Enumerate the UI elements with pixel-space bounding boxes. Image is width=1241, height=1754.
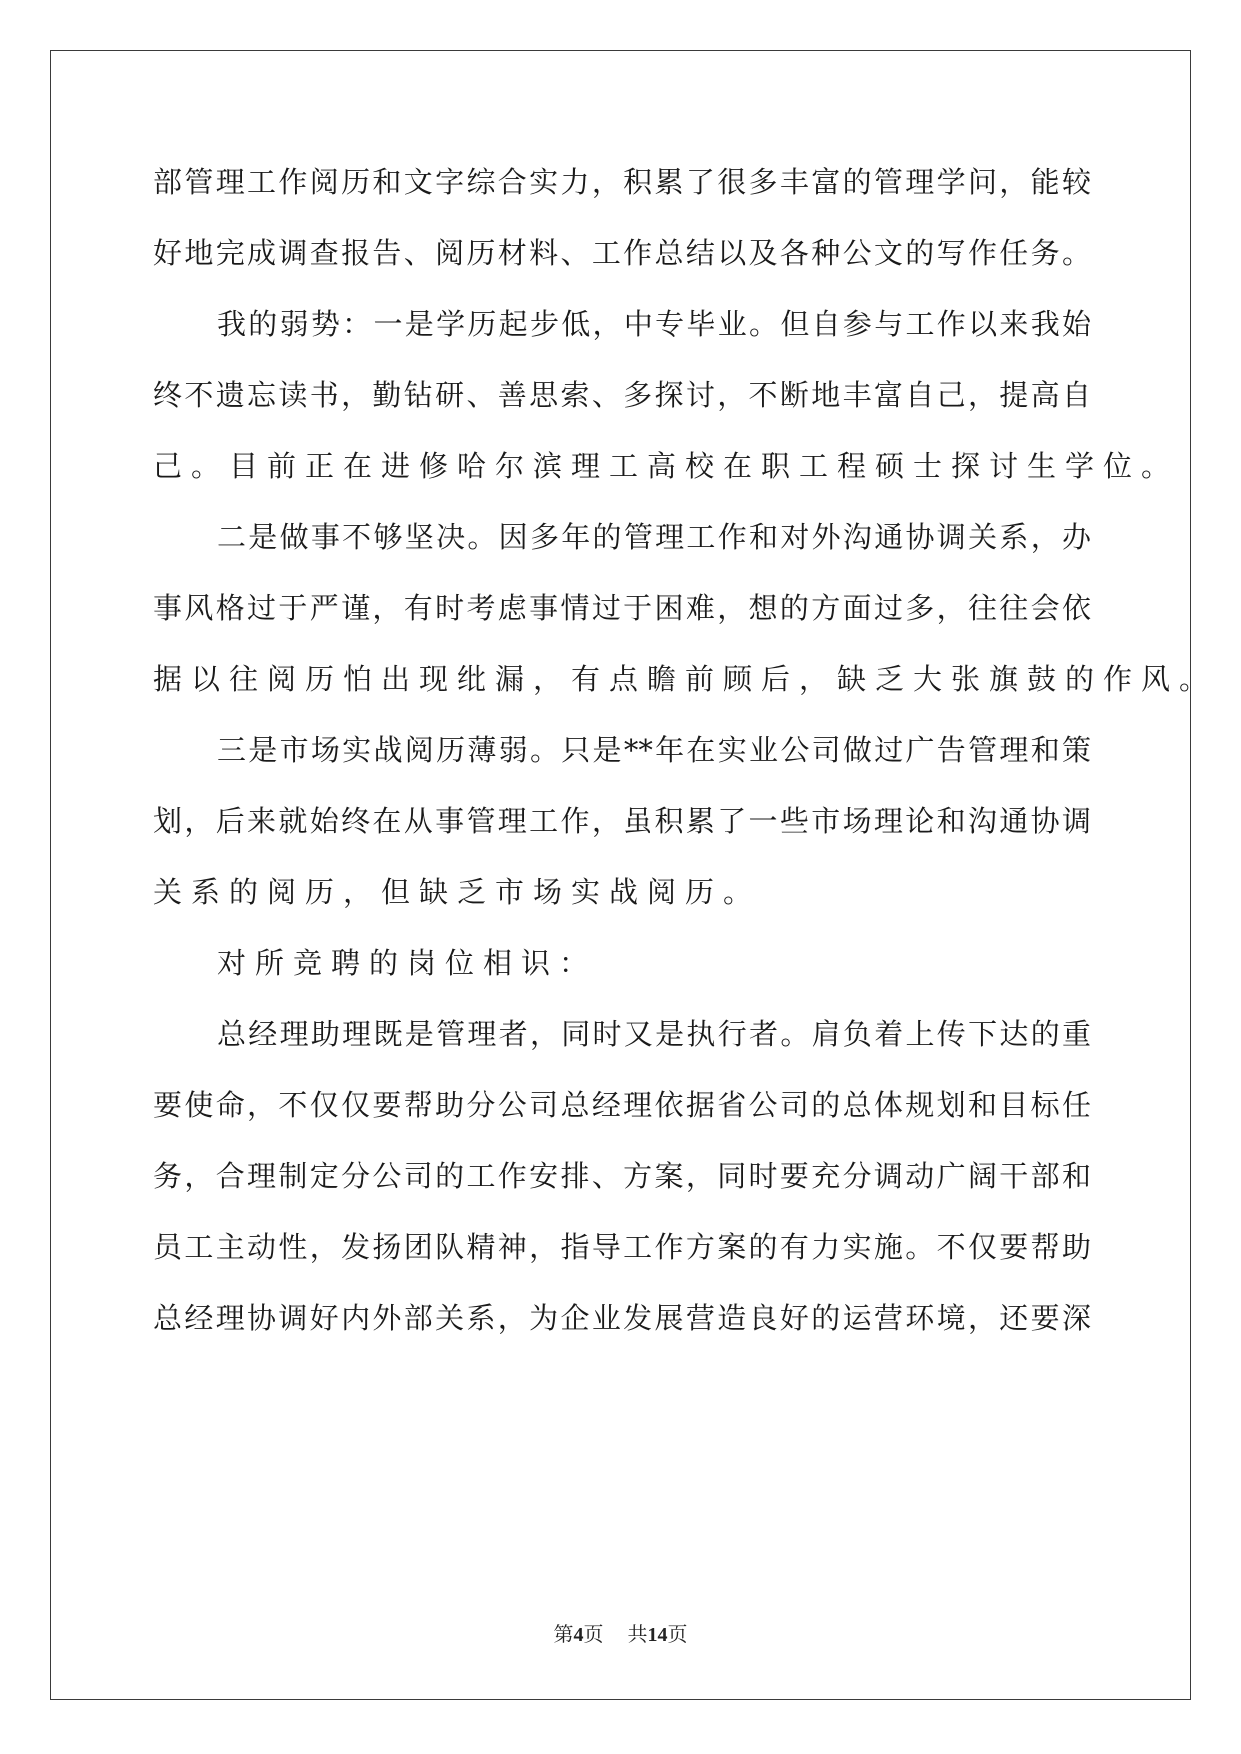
text-line: 二是做事不够坚决。因多年的管理工作和对外沟通协调关系，办 xyxy=(217,520,1091,554)
section-heading: 对所竞聘的岗位相识： xyxy=(217,946,598,980)
text-line: 我的弱势：一是学历起步低，中专毕业。但自参与工作以来我始 xyxy=(217,307,1091,341)
text-line: 员工主动性，发扬团队精神，指导工作方案的有力实施。不仅要帮助 xyxy=(153,1230,1091,1264)
total-suffix: 页 xyxy=(667,1622,688,1646)
text-line: 总经理协调好内外部关系，为企业发展营造良好的运营环境，还要深 xyxy=(153,1301,1091,1335)
page-number: 4 xyxy=(573,1624,584,1646)
text-line: 务，合理制定分公司的工作安排、方案，同时要充分调动广阔干部和 xyxy=(153,1159,1091,1193)
text-line: 三是市场实战阅历薄弱。只是**年在实业公司做过广告管理和策 xyxy=(217,733,1091,767)
text-line: 好地完成调查报告、阅历材料、工作总结以及各种公文的写作任务。 xyxy=(153,236,1091,270)
total-pages: 14 xyxy=(647,1624,668,1646)
text-line: 部管理工作阅历和文字综合实力，积累了很多丰富的管理学问，能较 xyxy=(153,165,1091,199)
text-line: 终不遗忘读书，勤钻研、善思索、多探讨，不断地丰富自己，提高自 xyxy=(153,378,1091,412)
text-line: 己。目前正在进修哈尔滨理工高校在职工程硕士探讨生学位。 xyxy=(153,449,1180,483)
page-suffix: 页 xyxy=(583,1622,604,1646)
text-line: 据以往阅历怕出现纰漏，有点瞻前顾后，缺乏大张旗鼓的作风。 xyxy=(153,662,1218,696)
text-line: 总经理助理既是管理者，同时又是执行者。肩负着上传下达的重 xyxy=(217,1017,1091,1051)
page-footer xyxy=(0,1618,1241,1647)
total-prefix: 共 xyxy=(627,1622,648,1646)
page-prefix: 第 xyxy=(553,1622,574,1646)
text-line: 关系的阅历，但缺乏市场实战阅历。 xyxy=(153,875,762,909)
text-line: 事风格过于严谨，有时考虑事情过于困难，想的方面过多，往往会依 xyxy=(153,591,1091,625)
text-line: 划，后来就始终在从事管理工作，虽积累了一些市场理论和沟通协调 xyxy=(153,804,1091,838)
text-line: 要使命，不仅仅要帮助分公司总经理依据省公司的总体规划和目标任 xyxy=(153,1088,1091,1122)
